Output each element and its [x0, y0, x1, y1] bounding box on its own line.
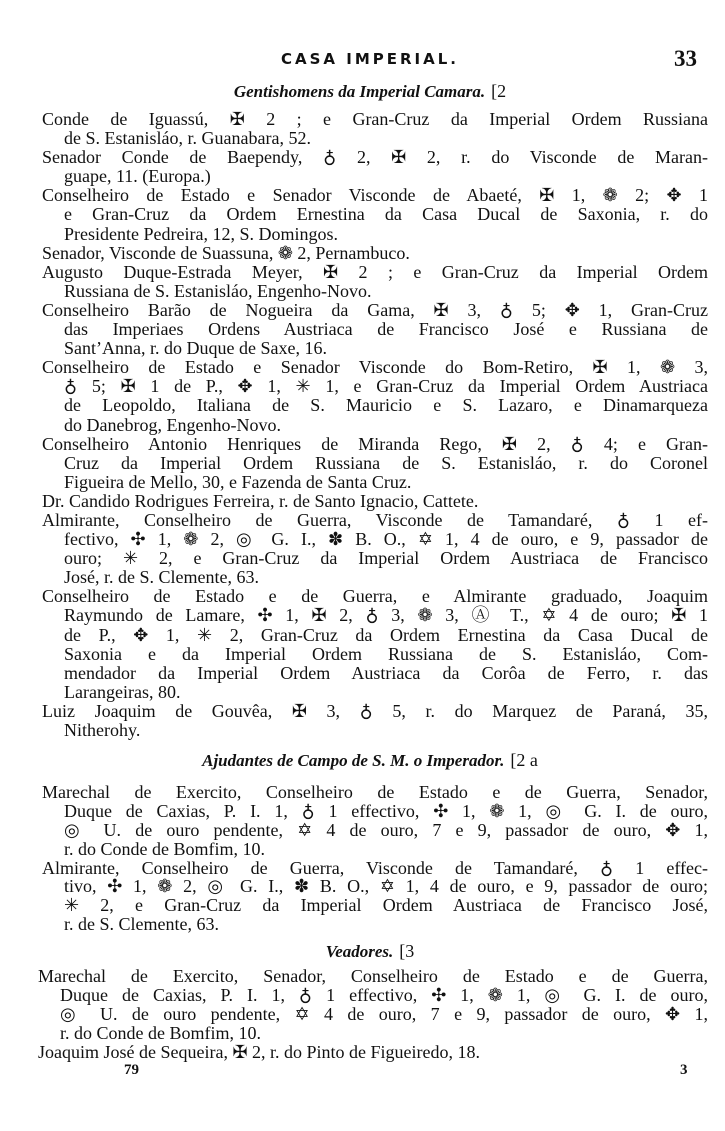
entry-line: Conselheiro Barão de Nogueira da Gama, ✠ 3, ♁ 5; ✥ 1, Gran-Cruz — [42, 299, 708, 320]
entry-line: Conselheiro de Estado e Senador Visconde do Bom-Retiro, ✠ 1, ❁ 3, — [42, 357, 708, 378]
entry-line: Almirante, Conselheiro de Guerra, Visconde de Tamandaré, ♁ 1 effec- — [42, 857, 708, 878]
entry-line: Luiz Joaquim de Gouvêa, ✠ 3, ♁ 5, r. do Marquez de Paraná, 35, — [42, 700, 708, 721]
entry — [42, 263, 708, 301]
entry-line: r. de S. Clemente, 63. — [64, 914, 219, 935]
entry-line: e Gran-Cruz da Ordem Ernestina da Casa Ducal de Saxonia, r. do — [64, 204, 708, 225]
entry-line: ✳ 2, e Gran-Cruz da Imperial Ordem Austriaca de Francisco José, — [64, 895, 708, 916]
entry — [42, 301, 708, 358]
entry-line: Almirante, Conselheiro de Guerra, Visconde de Tamandaré, ♁ 1 ef- — [42, 509, 708, 530]
entry-line: Senador, Visconde de Suassuna, ❁ 2, Pernambuco. — [42, 242, 410, 263]
entry-line: de P., ✥ 1, ✳ 2, Gran-Cruz da Ordem Ernestina da Casa Ducal de — [64, 624, 708, 645]
entry — [42, 244, 708, 263]
entry-line: fectivo, ✣ 1, ❁ 2, ◎ G. I., ✽ B. O., ✡ 1, 4 de ouro, e 9, passador de — [64, 529, 708, 550]
section-title-veadores — [0, 941, 725, 962]
entry — [42, 859, 708, 935]
entry-line: Duque de Caxias, P. I. 1, ♁ 1 effectivo, ✣ 1, ❁ 1, ◎ G. I. de ouro, — [60, 984, 708, 1005]
entry — [42, 186, 708, 243]
page-number: 33 — [674, 46, 697, 71]
entry-line: Joaquim José de Sequeira, ✠ 2, r. do Pinto de Figueiredo, 18. — [38, 1041, 481, 1062]
entry — [38, 967, 708, 1043]
section-bracket: [3 — [399, 941, 415, 961]
section-bracket: [2 a — [510, 750, 538, 770]
signature-mark-left: 79 — [124, 1062, 139, 1078]
entry-list-gentishomens — [42, 110, 708, 740]
entry-line: Nitherohy. — [64, 720, 141, 740]
entry-line: de S. Estanisláo, r. Guanabara, 52. — [64, 128, 311, 149]
entry — [42, 148, 708, 186]
entry — [42, 358, 708, 434]
entry-line: ◎ U. de ouro pendente, ✡ 4 de ouro, 7 e 9, passador de ouro, ✥ 1, — [64, 819, 708, 840]
entry-line: ◎ U. de ouro pendente, ✡ 4 de ouro, 7 e 9, passador de ouro, ✥ 1, — [60, 1003, 708, 1024]
entry-line: Marechal de Exercito, Conselheiro de Estado e de Guerra, Senador, — [42, 782, 708, 802]
entry-line: Conselheiro de Estado e Senador Visconde de Abaeté, ✠ 1, ❁ 2; ✥ 1 — [42, 185, 708, 206]
section-title-ajudantes — [0, 750, 725, 771]
entry-line: Conselheiro de Estado e de Guerra, e Almirante graduado, Joaquim — [42, 586, 708, 607]
entry-line: Conde de Iguassú, ✠ 2 ; e Gran-Cruz da Imperial Ordem Russiana — [42, 109, 708, 129]
signature-mark-right: 3 — [680, 1062, 688, 1078]
entry — [42, 511, 708, 587]
entry — [42, 435, 708, 492]
entry-line: Augusto Duque-Estrada Meyer, ✠ 2 ; e Gran-Cruz da Imperial Ordem — [42, 261, 708, 282]
entry-line: mendador da Imperial Ordem Austriaca da Corôa de Ferro, r. das — [64, 662, 708, 683]
section-bracket: [2 — [491, 81, 507, 101]
entry — [42, 702, 708, 740]
entry-line: ouro; ✳ 2, e Gran-Cruz da Imperial Ordem Austriaca de Francisco — [64, 548, 708, 569]
entry-line: José, r. de S. Clemente, 63. — [64, 567, 259, 588]
entry-line: Sant’Anna, r. do Duque de Saxe, 16. — [64, 338, 327, 359]
entry-line: r. do Conde de Bomfim, 10. — [60, 1022, 261, 1043]
running-title: CASA IMPERIAL. — [281, 50, 459, 68]
section-title-text: Veadores. — [325, 942, 394, 961]
entry-line: do Danebrog, Engenho-Novo. — [64, 414, 281, 435]
entry-list-ajudantes — [42, 783, 708, 934]
section-title-text: Gentishomens da Imperial Camara. — [233, 82, 486, 101]
entry-line: Larangeiras, 80. — [64, 681, 181, 702]
entry-line: Russiana de S. Estanisláo, Engenho-Novo. — [64, 280, 372, 301]
entry-line: Conselheiro Antonio Henriques de Miranda Rego, ✠ 2, ♁ 4; e Gran- — [42, 433, 708, 454]
entry-line: das Imperiaes Ordens Austriaca de Francisco José e Russiana de — [64, 319, 708, 340]
entry — [38, 1043, 708, 1062]
entry-line: Marechal de Exercito, Senador, Conselheiro de Estado e de Guerra, — [38, 966, 708, 986]
entry-line: Duque de Caxias, P. I. 1, ♁ 1 effectivo, ✣ 1, ❁ 1, ◎ G. I. de ouro, — [64, 800, 708, 821]
entry — [42, 492, 708, 511]
entry-line: Raymundo de Lamare, ✣ 1, ✠ 2, ♁ 3, ❁ 3, Ⓐ T., ✡ 4 de ouro; ✠ 1 — [64, 605, 708, 626]
entry-line: Presidente Pedreira, 12, S. Domingos. — [64, 223, 338, 244]
entry-line: Dr. Candido Rodrigues Ferreira, r. de Santo Ignacio, Cattete. — [42, 490, 479, 511]
entry-line: Cruz da Imperial Ordem Russiana de S. Estanisláo, r. do Coronel — [64, 452, 708, 473]
entry-line: Figueira de Mello, 30, e Fazenda de Santa Cruz. — [64, 471, 412, 492]
entry-line: tivo, ✣ 1, ❁ 2, ◎ G. I., ✽ B. O., ✡ 1, 4 de ouro, e 9, passador de ouro; — [64, 876, 708, 897]
entry-line: Saxonia e da Imperial Ordem Russiana de S. Estanisláo, Com- — [64, 643, 708, 664]
entry-list-veadores — [38, 967, 708, 1061]
section-title-text: Ajudantes de Campo de S. M. o Imperador. — [202, 751, 505, 770]
entry-line: ♁ 5; ✠ 1 de P., ✥ 1, ✳ 1, e Gran-Cruz da Imperial Ordem Austriaca — [64, 376, 708, 397]
entry-line: guape, 11. (Europa.) — [64, 166, 211, 187]
entry — [42, 587, 708, 702]
entry-line: Senador Conde de Baependy, ♁ 2, ✠ 2, r. do Visconde de Maran- — [42, 147, 708, 168]
entry — [42, 783, 708, 859]
section-title-gentishomens — [0, 81, 725, 102]
entry-line: r. do Conde de Bomfim, 10. — [64, 838, 265, 859]
entry-line: de Leopoldo, Italiana de S. Mauricio e S. Lazaro, e Dinamarqueza — [64, 395, 708, 416]
entry — [42, 110, 708, 148]
